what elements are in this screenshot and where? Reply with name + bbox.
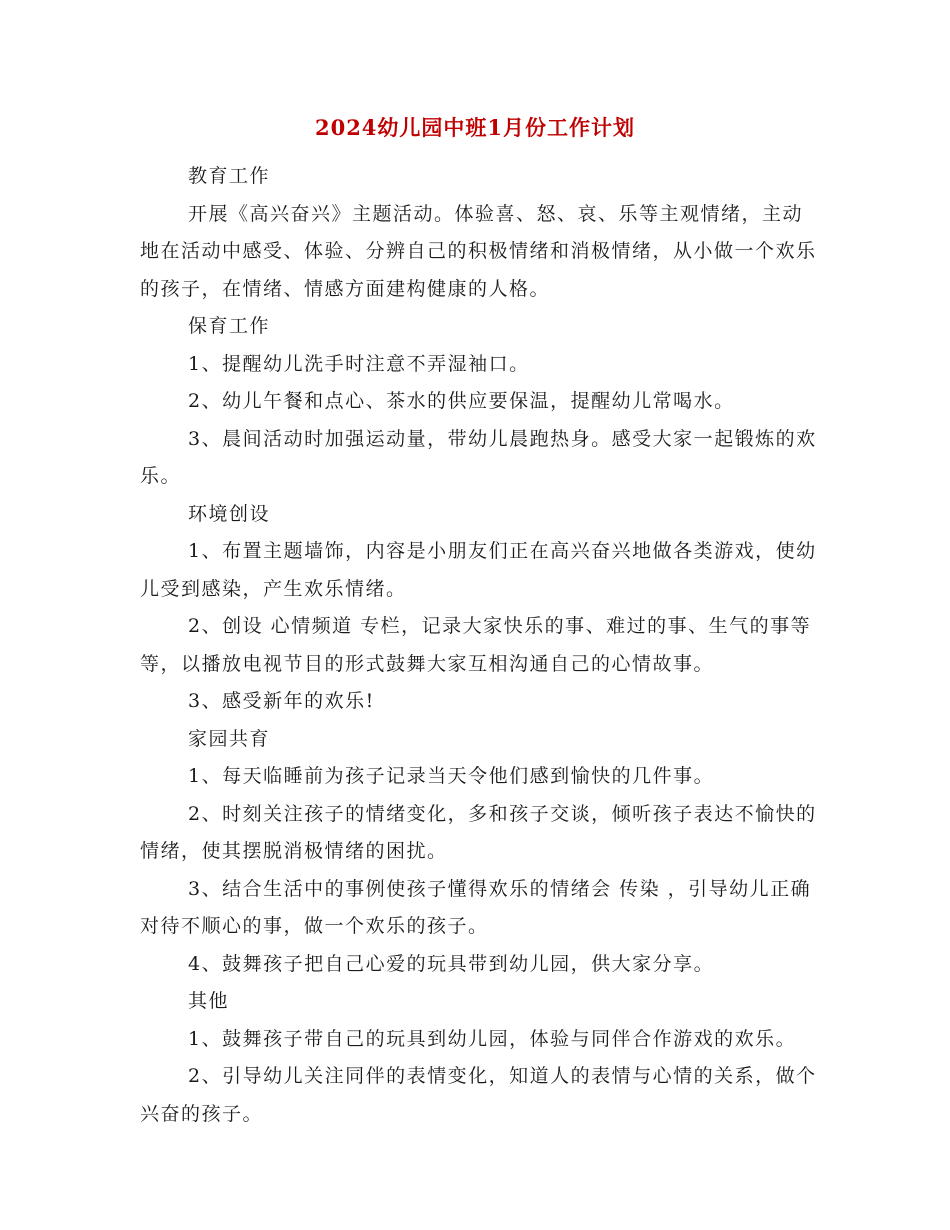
paragraph: 2、幼儿午餐和点心、茶水的供应要保温，提醒幼儿常喝水。 <box>188 390 735 412</box>
paragraph: 1、提醒幼儿洗手时注意不弄湿袖口。 <box>188 352 530 375</box>
section-heading-care: 保育工作 <box>188 315 271 337</box>
section-heading-environment: 环境创设 <box>188 502 271 525</box>
paragraph: 1、鼓舞孩子带自己的玩具到幼儿园，体验与同伴合作游戏的欢乐。 <box>188 1027 797 1050</box>
paragraph: 2、引导幼儿关注同伴的表情变化，知道人的表情与心情的关系，做个兴奋的孩子。 <box>140 1065 817 1125</box>
document-title: 2024幼儿园中班1月份工作计划 <box>314 115 636 140</box>
section-heading-other: 其他 <box>188 990 230 1012</box>
paragraph: 2、时刻关注孩子的情绪变化，多和孩子交谈，倾听孩子表达不愉快的情绪，使其摆脱消极情绪的困扰。 <box>140 802 817 862</box>
paragraph: 4、鼓舞孩子把自己心爱的玩具带到幼儿园，供大家分享。 <box>188 952 715 975</box>
section-heading-home-school: 家园共育 <box>188 727 271 750</box>
paragraph: 2、创设 心情频道 专栏，记录大家快乐的事、难过的事、生气的事等等，以播放电视节目的形式鼓舞大家互相沟通自己的心情故事。 <box>140 615 812 675</box>
paragraph: 3、感受新年的欢乐! <box>188 690 375 712</box>
paragraph: 开展《高兴奋兴》主题活动。体验喜、怒、哀、乐等主观情绪，主动地在活动中感受、体验、分辨自己的积极情绪和消极情绪，从小做一个欢乐的孩子，在情绪、情感方面建构健康的人格。 <box>140 202 817 300</box>
paragraph: 3、结合生活中的事例使孩子懂得欢乐的情绪会 传染 ，引导幼儿正确对待不顺心的事，做一个欢乐的孩子。 <box>140 877 812 937</box>
paragraph: 3、晨间活动时加强运动量，带幼儿晨跑热身。感受大家一起锻炼的欢乐。 <box>140 427 817 487</box>
paragraph: 1、布置主题墙饰，内容是小朋友们正在高兴奋兴地做各类游戏，使幼儿受到感染，产生欢乐情绪。 <box>140 540 817 600</box>
section-heading-education: 教育工作 <box>188 165 271 187</box>
paragraph: 1、每天临睡前为孩子记录当天令他们感到愉快的几件事。 <box>188 765 715 787</box>
document-body <box>140 158 820 1133</box>
